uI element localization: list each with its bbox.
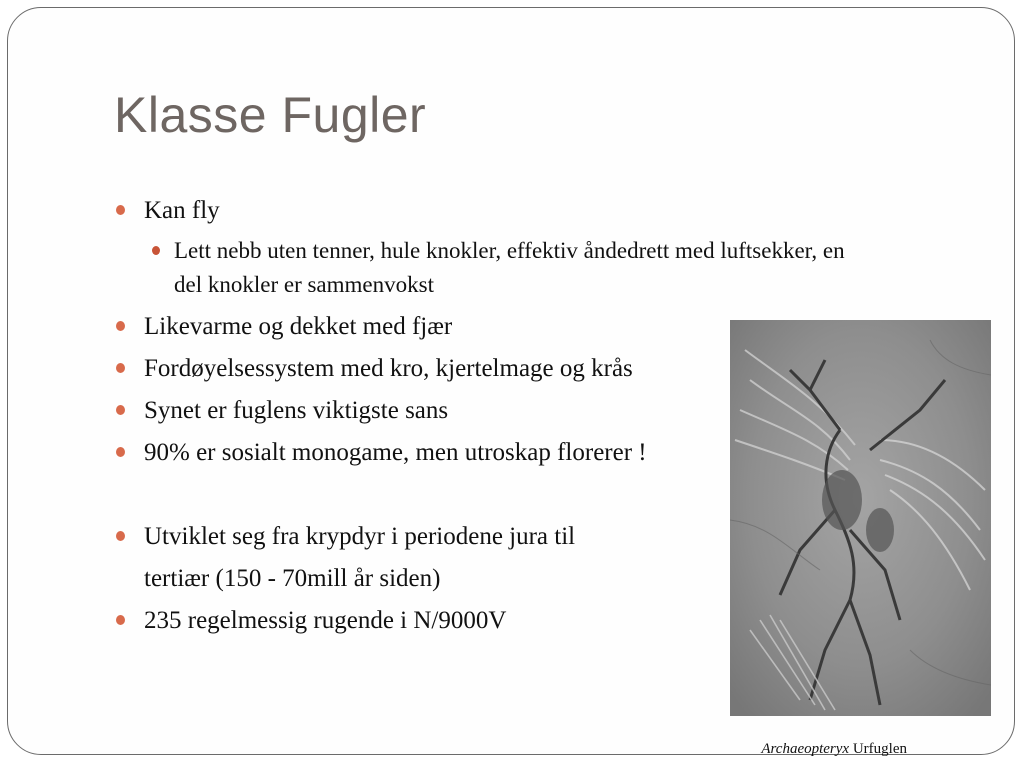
bullet-dot-icon: [116, 321, 125, 331]
bullet-dot-icon: [152, 246, 160, 255]
bullet-item: [114, 192, 874, 230]
bullet-text: Kan fly: [144, 197, 220, 224]
bullet-text: Utviklet seg fra krypdyr i periodene jura til: [144, 523, 576, 550]
bullet-dot-icon: [116, 615, 125, 625]
bullet-dot-icon: [116, 531, 125, 541]
sub-bullet-item: [144, 234, 874, 302]
bullet-text: Likevarme og dekket med fjær: [144, 313, 453, 340]
caption-common-name: Urfuglen: [849, 741, 907, 757]
bullet-text: Synet er fuglens viktigste sans: [144, 397, 449, 424]
bullet-continuation: tertiær (150 - 70mill år siden): [144, 565, 441, 592]
slide-title: Klasse Fugler: [114, 87, 427, 143]
bullet-dot-icon: [116, 363, 125, 373]
image-caption: [761, 741, 907, 758]
bullet-dot-icon: [116, 205, 125, 215]
caption-species: Archaeopteryx: [761, 741, 850, 757]
bullet-text: 90% er sosialt monogame, men utroskap florerer !: [144, 439, 647, 466]
bullet-dot-icon: [116, 447, 125, 457]
bullet-dot-icon: [116, 405, 125, 415]
bullet-text: Fordøyelsessystem med kro, kjertelmage og krås: [144, 355, 633, 382]
sub-bullet-text: Lett nebb uten tenner, hule knokler, effektiv åndedrett med luftsekker, en del knokler er sammenvokst: [174, 238, 845, 297]
bullet-text: 235 regelmessig rugende i N/9000V: [144, 607, 507, 634]
archaeopteryx-fossil-image: [730, 320, 991, 716]
